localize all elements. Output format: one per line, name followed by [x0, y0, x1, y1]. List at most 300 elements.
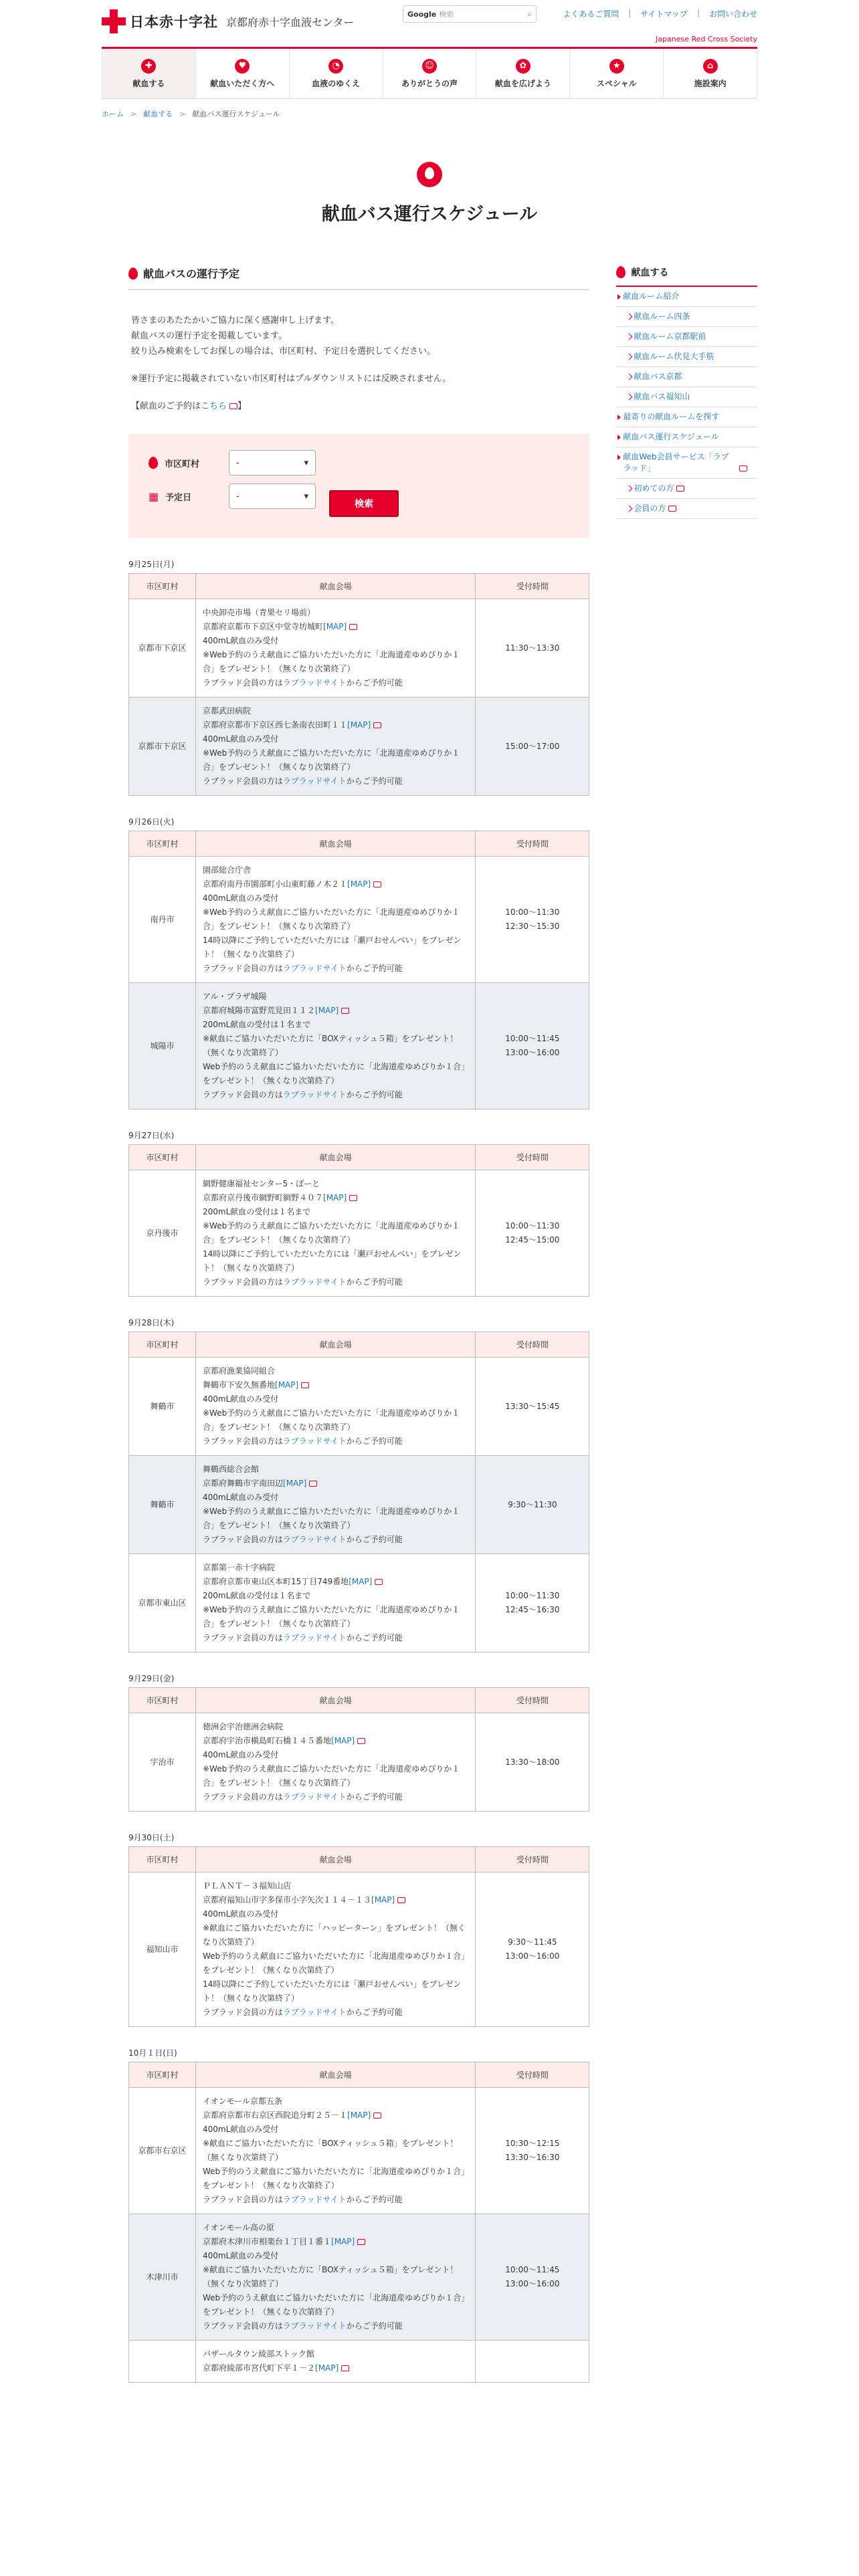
map-link[interactable]: [MAP] [349, 1577, 373, 1586]
venue-note: 200mL献血の受付は１名まで [203, 1020, 311, 1029]
schedule-date: 10月１日(日) [128, 2048, 177, 2058]
nav-item[interactable] [664, 49, 757, 98]
loveblood-prefix: ラブラッド会員の方は [203, 678, 283, 687]
schedule-day [128, 1832, 589, 2027]
page-head [102, 162, 757, 225]
separator: > [130, 110, 137, 118]
sidebar-item[interactable] [616, 287, 757, 307]
external-link-icon [349, 1195, 357, 1201]
sidebar-link[interactable]: 献血ルーム紹介 [623, 292, 680, 301]
loveblood-line [203, 1434, 468, 1448]
schedule-day [128, 1130, 589, 1297]
venue-cell [196, 697, 476, 796]
sidebar-title: 献血する [631, 267, 669, 278]
faq-link[interactable]: よくあるご質問 [563, 9, 619, 19]
schedule-date: 9月30日(土) [128, 1833, 175, 1842]
site-header [102, 0, 757, 47]
venue-cell [196, 1358, 476, 1456]
loveblood-line [203, 1275, 468, 1289]
venue-note: ※Web予約のうえ献血にご協力いただいた方に「北海道産ゆめぴりか１合」をプレゼント！（無くなり次第終了） [203, 1507, 460, 1530]
venue-text: 京都府京都市下京区中堂寺坊城町 [203, 622, 324, 631]
time-cell [476, 697, 589, 796]
search-icon[interactable]: ⌕ [527, 9, 532, 19]
table-header: 献血会場 [196, 2062, 476, 2088]
schedule-table [128, 831, 589, 1109]
external-link-icon [309, 1481, 317, 1487]
external-link-icon [357, 2239, 365, 2245]
venue-text: 徳洲会宇治徳洲会病院 [203, 1722, 284, 1731]
loveblood-line [203, 774, 468, 788]
nav-label: スペシャル [596, 78, 637, 88]
section-heading [128, 265, 589, 290]
sidebar-link[interactable]: 献血ルーム京都駅前 [634, 332, 706, 341]
time-slot: 10:00～11:30 [505, 1221, 560, 1230]
time-slot: 13:00～16:00 [505, 1048, 560, 1057]
loveblood-link[interactable]: ラブラッドサイト [282, 2195, 347, 2204]
venue-text: 京都第一赤十字病院 [203, 1563, 276, 1572]
venue-note: ※Web予約のうえ献血にご協力いただいた方に「北海道産ゆめぴりか１合」をプレゼント！（無くなり次第終了） [203, 1408, 460, 1432]
city-label-text: 市区町村 [165, 459, 200, 469]
venue-note: ※献血にご協力いただいた方に「BOXティッシュ５箱」をプレゼント！（無くなり次第終了） [203, 1034, 458, 1057]
table-row [129, 697, 589, 796]
loveblood-link[interactable]: ラブラッドサイト [282, 1633, 347, 1642]
city-select[interactable] [229, 450, 316, 475]
google-label: Google [407, 9, 437, 19]
sidebar-link[interactable]: 献血バス福知山 [634, 392, 690, 401]
nav-item[interactable] [383, 49, 477, 98]
sidebar-item[interactable] [616, 347, 757, 367]
venue-text: 舞鶴市下安久無番地 [203, 1380, 276, 1390]
venue-line [203, 1191, 468, 1205]
venue-note: 400mL献血のみ受付 [203, 1750, 279, 1759]
venue-note: Web予約のうえ献血にご協力いただいた方に「北海道産ゆめぴりか１合」をプレゼント！（無くなり次第終了） [203, 2167, 466, 2190]
map-link[interactable]: [MAP] [275, 1380, 299, 1390]
venue-line [203, 877, 468, 891]
loveblood-line [203, 962, 468, 976]
search-button[interactable]: 検索 [329, 490, 399, 517]
nav-label: ありがとうの声 [401, 78, 458, 88]
table-header: 受付時間 [476, 574, 589, 599]
venue-text: 京都府舞鶴市字南田辺 [203, 1479, 284, 1488]
sidebar-link[interactable]: 献血バス運行スケジュール [623, 432, 719, 441]
loveblood-suffix: からご予約可能 [346, 1792, 403, 1802]
venue-text: 京都府福知山市字多保市小字矢次１１４－１３ [203, 1895, 372, 1905]
intro-text [128, 313, 589, 414]
loveblood-link[interactable]: ラブラッドサイト [282, 1535, 347, 1544]
nav-item[interactable] [102, 49, 196, 98]
search-placeholder: 検索 [439, 10, 454, 19]
calendar-icon: ▦ [149, 490, 159, 503]
time-slot: 10:00～11:30 [505, 907, 560, 917]
venue-note: Web予約のうえ献血にご協力いただいた方に「北海道産ゆめぴりか１合」をプレゼント！（無くなり次第終了） [203, 2293, 466, 2317]
venue-line [203, 1477, 468, 1491]
table-header: 市区町村 [129, 1847, 196, 1872]
top-links [563, 8, 757, 19]
map-link[interactable]: [MAP] [283, 1479, 307, 1488]
loveblood-link[interactable]: ラブラッドサイト [282, 678, 347, 687]
nav-item[interactable] [290, 49, 383, 98]
loveblood-suffix: からご予約可能 [346, 1436, 403, 1446]
city-cell: 南丹市 [129, 857, 196, 983]
time-cell [476, 1358, 589, 1456]
venue-text: イオンモール高の原 [203, 2223, 274, 2232]
breadcrumb-donate[interactable]: 献血する [143, 110, 173, 118]
venue-note: ※Web予約のうえ献血にご協力いただいた方に「北海道産ゆめぴりか１合」をプレゼント！（無くなり次第終了） [203, 907, 460, 931]
external-link-icon [668, 506, 676, 512]
venue-note: Web予約のうえ献血にご協力いただいた方に「北海道産ゆめぴりか１合」をプレゼント！（無くなり次第終了） [203, 1062, 466, 1085]
venue-line [203, 2095, 468, 2109]
center-name: 京都府赤十字血液センター [226, 15, 355, 29]
venue-note: Web予約のうえ献血にご協力いただいた方に「北海道産ゆめぴりか１合」をプレゼント！（無くなり次第終了） [203, 1951, 466, 1975]
nav-icon: ☺ [422, 59, 437, 74]
map-link[interactable]: [MAP] [315, 1006, 339, 1015]
loveblood-prefix: ラブラッド会員の方は [203, 964, 283, 973]
venue-cell [196, 2341, 476, 2383]
blood-drop-icon [149, 457, 158, 469]
venue-note: 400mL献血のみ受付 [203, 2251, 279, 2260]
date-label [149, 490, 229, 503]
table-header: 受付時間 [476, 1847, 589, 1872]
venue-cell [196, 983, 476, 1109]
loveblood-suffix: からご予約可能 [346, 2321, 403, 2331]
city-cell: 京都市下京区 [129, 599, 196, 697]
loveblood-suffix: からご予約可能 [346, 2195, 403, 2204]
loveblood-suffix: からご予約可能 [346, 1535, 403, 1544]
separator: | [696, 8, 700, 17]
breadcrumb [102, 108, 757, 119]
venue-text: 網野健康福祉センター5・ぽーと [203, 1179, 320, 1188]
loveblood-prefix: ラブラッド会員の方は [203, 1090, 283, 1099]
venue-cell [196, 1713, 476, 1812]
time-slot: 9:30～11:30 [508, 1499, 557, 1509]
loveblood-suffix: からご予約可能 [346, 1090, 403, 1099]
time-slot: 15:00～17:00 [505, 741, 560, 751]
venue-text: 京都府京都市右京区西院追分町２５－１ [203, 2111, 348, 2120]
time-cell [476, 2088, 589, 2214]
venue-line [203, 620, 468, 634]
loveblood-suffix: からご予約可能 [346, 964, 403, 973]
venue-note: 400mL献血のみ受付 [203, 734, 279, 744]
table-row [129, 1713, 589, 1812]
loveblood-prefix: ラブラッド会員の方は [203, 776, 283, 786]
table-row [129, 599, 589, 697]
sidebar-link[interactable]: 献血Web会員サービス「ラブラッド」 [623, 452, 729, 473]
loveblood-link[interactable]: ラブラッドサイト [282, 1090, 347, 1099]
global-nav [102, 47, 757, 99]
intro-line: 皆さまのあたたかいご協力に深く感謝申し上げます。 [131, 316, 339, 326]
reserve-link[interactable]: こちら [201, 401, 227, 411]
venue-line [203, 704, 468, 718]
city-cell: 京都市東山区 [129, 1554, 196, 1652]
city-cell: 舞鶴市 [129, 1456, 196, 1554]
logo[interactable] [102, 9, 354, 33]
schedule-date: 9月28日(木) [128, 1318, 175, 1327]
map-link[interactable]: [MAP] [331, 1736, 355, 1745]
external-link-icon [301, 1382, 309, 1388]
city-cell: 城陽市 [129, 983, 196, 1109]
nav-item[interactable] [570, 49, 664, 98]
sidebar-link[interactable]: 最寄りの献血ルームを探す [623, 412, 720, 421]
table-header: 献血会場 [196, 1688, 476, 1713]
nav-item[interactable] [476, 49, 570, 98]
venue-line [203, 2361, 468, 2375]
loveblood-prefix: ラブラッド会員の方は [203, 1277, 283, 1287]
external-link-icon [373, 881, 381, 887]
venue-line [203, 1004, 468, 1018]
sidebar-heading [616, 265, 757, 287]
venue-line [203, 1364, 468, 1378]
sidebar-item[interactable] [616, 387, 757, 407]
red-cross-icon [102, 9, 126, 33]
venue-line [203, 863, 468, 877]
time-slot: 10:00～11:45 [505, 1034, 560, 1043]
sidebar-link[interactable]: 献血ルーム伏見大手筋 [634, 352, 714, 361]
schedule-date: 9月29日(金) [128, 1674, 175, 1683]
table-header: 献血会場 [196, 1332, 476, 1358]
venue-note: ※献血にご協力いただいた方に「ハッピーターン」をプレゼント！（無くなり次第終了） [203, 1923, 466, 1947]
city-cell: 京丹後市 [129, 1170, 196, 1297]
loveblood-link[interactable]: ラブラッドサイト [282, 1792, 347, 1802]
schedule-date: 9月25日(月) [128, 560, 175, 569]
venue-note: 200mL献血の受付は１名まで [203, 1207, 311, 1216]
time-slot: 13:00～16:00 [505, 1951, 560, 1961]
map-link[interactable]: [MAP] [323, 1193, 347, 1202]
external-link-icon [349, 624, 357, 630]
sidebar-item[interactable] [616, 479, 757, 499]
date-select-value: - [236, 491, 240, 502]
venue-text: 京都府宇治市槇島町石橋１４５番地 [203, 1736, 332, 1745]
city-cell [129, 2341, 196, 2383]
time-cell [476, 1554, 589, 1652]
sidebar-link[interactable]: 献血ルーム四条 [634, 312, 690, 321]
venue-note: ※Web予約のうえ献血にご協力いただいた方に「北海道産ゆめぴりか１合」をプレゼント！（無くなり次第終了） [203, 1605, 460, 1628]
venue-note: 400mL献血のみ受付 [203, 1394, 279, 1404]
logo-text: 日本赤十字社 [130, 14, 218, 30]
sidebar-item[interactable] [616, 307, 757, 327]
table-row [129, 983, 589, 1109]
table-header: 献血会場 [196, 1847, 476, 1872]
time-cell [476, 2214, 589, 2341]
table-header: 献血会場 [196, 574, 476, 599]
venue-note: ※献血にご協力いただいた方に「BOXティッシュ５箱」をプレゼント！（無くなり次第終了） [203, 2139, 458, 2162]
sidebar-item[interactable] [616, 407, 757, 427]
venue-line [203, 606, 468, 620]
loveblood-link[interactable]: ラブラッドサイト [282, 964, 347, 973]
external-link-icon [373, 722, 381, 728]
table-header: 市区町村 [129, 1688, 196, 1713]
loveblood-suffix: からご予約可能 [346, 776, 403, 786]
venue-text: 京都府京都市東山区本町15丁目749番地 [203, 1577, 349, 1586]
venue-line [203, 1575, 468, 1589]
table-row [129, 1872, 589, 2027]
venue-line [203, 1378, 468, 1392]
sidebar [616, 265, 757, 2383]
nav-label: 施設案内 [694, 78, 727, 88]
venue-note: ※献血にご協力いただいた方に「BOXティッシュ５箱」をプレゼント！（無くなり次第終了） [203, 2265, 458, 2288]
venue-note: 200mL献血の受付は１名まで [203, 1591, 311, 1600]
loveblood-link[interactable]: ラブラッドサイト [282, 776, 347, 786]
map-link[interactable]: [MAP] [323, 622, 347, 631]
nav-icon: ◔ [328, 59, 343, 74]
sidebar-link[interactable]: 会員の方 [634, 504, 666, 513]
venue-line [203, 1734, 468, 1748]
nav-label: 献血する [132, 78, 165, 88]
venue-cell [196, 599, 476, 697]
sidebar-menu [616, 287, 757, 519]
venue-line [203, 718, 468, 732]
time-slot: 10:00～11:45 [505, 2265, 560, 2274]
sidebar-item[interactable] [616, 327, 757, 347]
map-link[interactable]: [MAP] [347, 879, 371, 889]
external-link-icon [229, 403, 237, 409]
venue-line [203, 1177, 468, 1191]
venue-line [203, 1879, 468, 1893]
sidebar-item[interactable] [616, 367, 757, 387]
map-link[interactable]: [MAP] [347, 2111, 371, 2120]
venue-text: 京都府木津川市相楽台１丁目１番１ [203, 2237, 332, 2246]
schedule-day [128, 1317, 589, 1652]
chevron-down-icon: ▾ [304, 491, 308, 502]
venue-text: アル・プラザ城陽 [203, 992, 267, 1001]
sidebar-item[interactable] [616, 427, 757, 447]
section-title: 献血バスの運行予定 [143, 267, 240, 280]
loveblood-line [203, 2319, 468, 2333]
loveblood-prefix: ラブラッド会員の方は [203, 1436, 283, 1446]
loveblood-link[interactable]: ラブラッドサイト [282, 1436, 347, 1446]
map-link[interactable]: [MAP] [331, 2237, 355, 2246]
table-row [129, 2088, 589, 2214]
loveblood-line [203, 676, 468, 690]
time-cell [476, 599, 589, 697]
time-slot: 13:30～15:45 [505, 1401, 560, 1411]
external-link-icon [739, 465, 747, 471]
blood-drop-icon [417, 162, 442, 187]
venue-text: 京都府漁業協同組合 [203, 1366, 276, 1376]
search-input[interactable] [403, 5, 537, 23]
jrc-english-name: Japanese Red Cross Society [656, 35, 757, 43]
table-row [129, 1170, 589, 1297]
venue-note: ※Web予約のうえ献血にご協力いただいた方に「北海道産ゆめぴりか１合」をプレゼント！（無くなり次第終了） [203, 748, 460, 772]
sidebar-link[interactable]: 初めての方 [634, 484, 674, 493]
venue-cell [196, 857, 476, 983]
venue-text: イオンモール京都五条 [203, 2097, 282, 2106]
external-link-icon [375, 1579, 383, 1585]
chevron-down-icon: ▾ [304, 457, 308, 468]
page-wrapper [102, 0, 757, 2383]
table-header: 受付時間 [476, 2062, 589, 2088]
venue-text: バザールタウン綾部ストック館 [203, 2349, 314, 2359]
city-cell: 京都市右京区 [129, 2088, 196, 2214]
sidebar-link[interactable]: 献血バス京都 [634, 372, 682, 381]
breadcrumb-home[interactable]: ホーム [102, 110, 124, 118]
loveblood-link[interactable]: ラブラッドサイト [282, 1277, 347, 1287]
venue-line [203, 1893, 468, 1907]
time-slot: 10:00～11:30 [505, 1591, 560, 1600]
venue-line [203, 1463, 468, 1477]
time-slot: 9:30～11:45 [508, 1937, 557, 1947]
city-cell: 舞鶴市 [129, 1358, 196, 1456]
external-link-icon [357, 1738, 365, 1744]
contact-link[interactable]: お問い合わせ [708, 9, 757, 19]
venue-cell [196, 2088, 476, 2214]
time-slot: 12:45～16:30 [505, 1605, 560, 1614]
sidebar-item[interactable] [616, 499, 757, 519]
reserve-prefix: 【献血のご予約は [131, 401, 201, 411]
reserve-suffix: 】 [237, 401, 247, 411]
table-header: 市区町村 [129, 2062, 196, 2088]
venue-text: 園部総合庁舎 [203, 865, 252, 875]
map-link[interactable]: [MAP] [371, 1895, 395, 1905]
venue-note: ※Web予約のうえ献血にご協力いただいた方に「北海道産ゆめぴりか１合」をプレゼント！（無くなり次第終了） [203, 1221, 460, 1245]
venue-text: ＰＬＡＮＴ－３福知山店 [203, 1881, 292, 1891]
main-content [128, 265, 589, 2383]
time-cell [476, 857, 589, 983]
venue-cell [196, 1170, 476, 1297]
venue-note: 14時以降にご予約していただいた方には「瀬戸おせんべい」をプレゼント！（無くなり次第終了） [203, 1979, 462, 2003]
map-link[interactable]: [MAP] [347, 720, 371, 730]
nav-icon: ♥ [235, 59, 250, 74]
loveblood-prefix: ラブラッド会員の方は [203, 1633, 283, 1642]
venue-note: 400mL献血のみ受付 [203, 636, 279, 645]
time-slot: 11:30～13:30 [505, 643, 560, 653]
time-cell [476, 983, 589, 1109]
venue-line [203, 990, 468, 1004]
loveblood-line [203, 2006, 468, 2020]
venue-cell [196, 1456, 476, 1554]
page-title: 献血バス運行スケジュール [321, 204, 538, 225]
table-row [129, 2341, 589, 2383]
table-header: 受付時間 [476, 831, 589, 857]
loveblood-line [203, 2193, 468, 2207]
sidebar-item[interactable] [616, 447, 757, 479]
city-cell: 福知山市 [129, 1872, 196, 2027]
venue-text: 京都府京都市下京区西七条南衣田町１１ [203, 720, 348, 730]
city-cell: 宇治市 [129, 1713, 196, 1812]
table-header: 献血会場 [196, 831, 476, 857]
venue-note: 400mL献血のみ受付 [203, 2125, 279, 2134]
nav-icon: ✚ [141, 59, 156, 74]
table-row [129, 1456, 589, 1554]
time-cell [476, 1872, 589, 2027]
nav-icon: ★ [609, 59, 624, 74]
external-link-icon [676, 486, 684, 492]
table-header: 市区町村 [129, 831, 196, 857]
venue-line [203, 2221, 468, 2235]
venue-note: 400mL献血のみ受付 [203, 1909, 279, 1919]
breadcrumb-current: 献血バス運行スケジュール [192, 110, 280, 118]
time-slot: 13:00～16:00 [505, 2279, 560, 2288]
time-slot: 13:30～16:30 [505, 2153, 560, 2162]
separator: | [628, 8, 632, 17]
venue-text: 舞鶴西総合会館 [203, 1465, 260, 1474]
nav-item[interactable] [196, 49, 290, 98]
loveblood-link[interactable]: ラブラッドサイト [282, 2008, 347, 2017]
map-link[interactable]: [MAP] [315, 2363, 339, 2373]
venue-note: ※Web予約のうえ献血にご協力いただいた方に「北海道産ゆめぴりか１合」をプレゼント！（無くなり次第終了） [203, 650, 460, 673]
venue-text: 京都府城陽市富野荒見田１１２ [203, 1006, 316, 1015]
venue-line [203, 1720, 468, 1734]
loveblood-link[interactable]: ラブラッドサイト [282, 2321, 347, 2331]
schedule-table [128, 1846, 589, 2027]
venue-note: ※Web予約のうえ献血にご協力いただいた方に「北海道産ゆめぴりか１合」をプレゼント！（無くなり次第終了） [203, 1764, 460, 1788]
sitemap-link[interactable]: サイトマップ [640, 9, 688, 19]
table-header: 受付時間 [476, 1145, 589, 1170]
venue-line [203, 1561, 468, 1575]
date-select[interactable] [229, 484, 316, 509]
filter-panel [128, 434, 589, 538]
table-header: 市区町村 [129, 1145, 196, 1170]
venue-line [203, 2235, 468, 2249]
